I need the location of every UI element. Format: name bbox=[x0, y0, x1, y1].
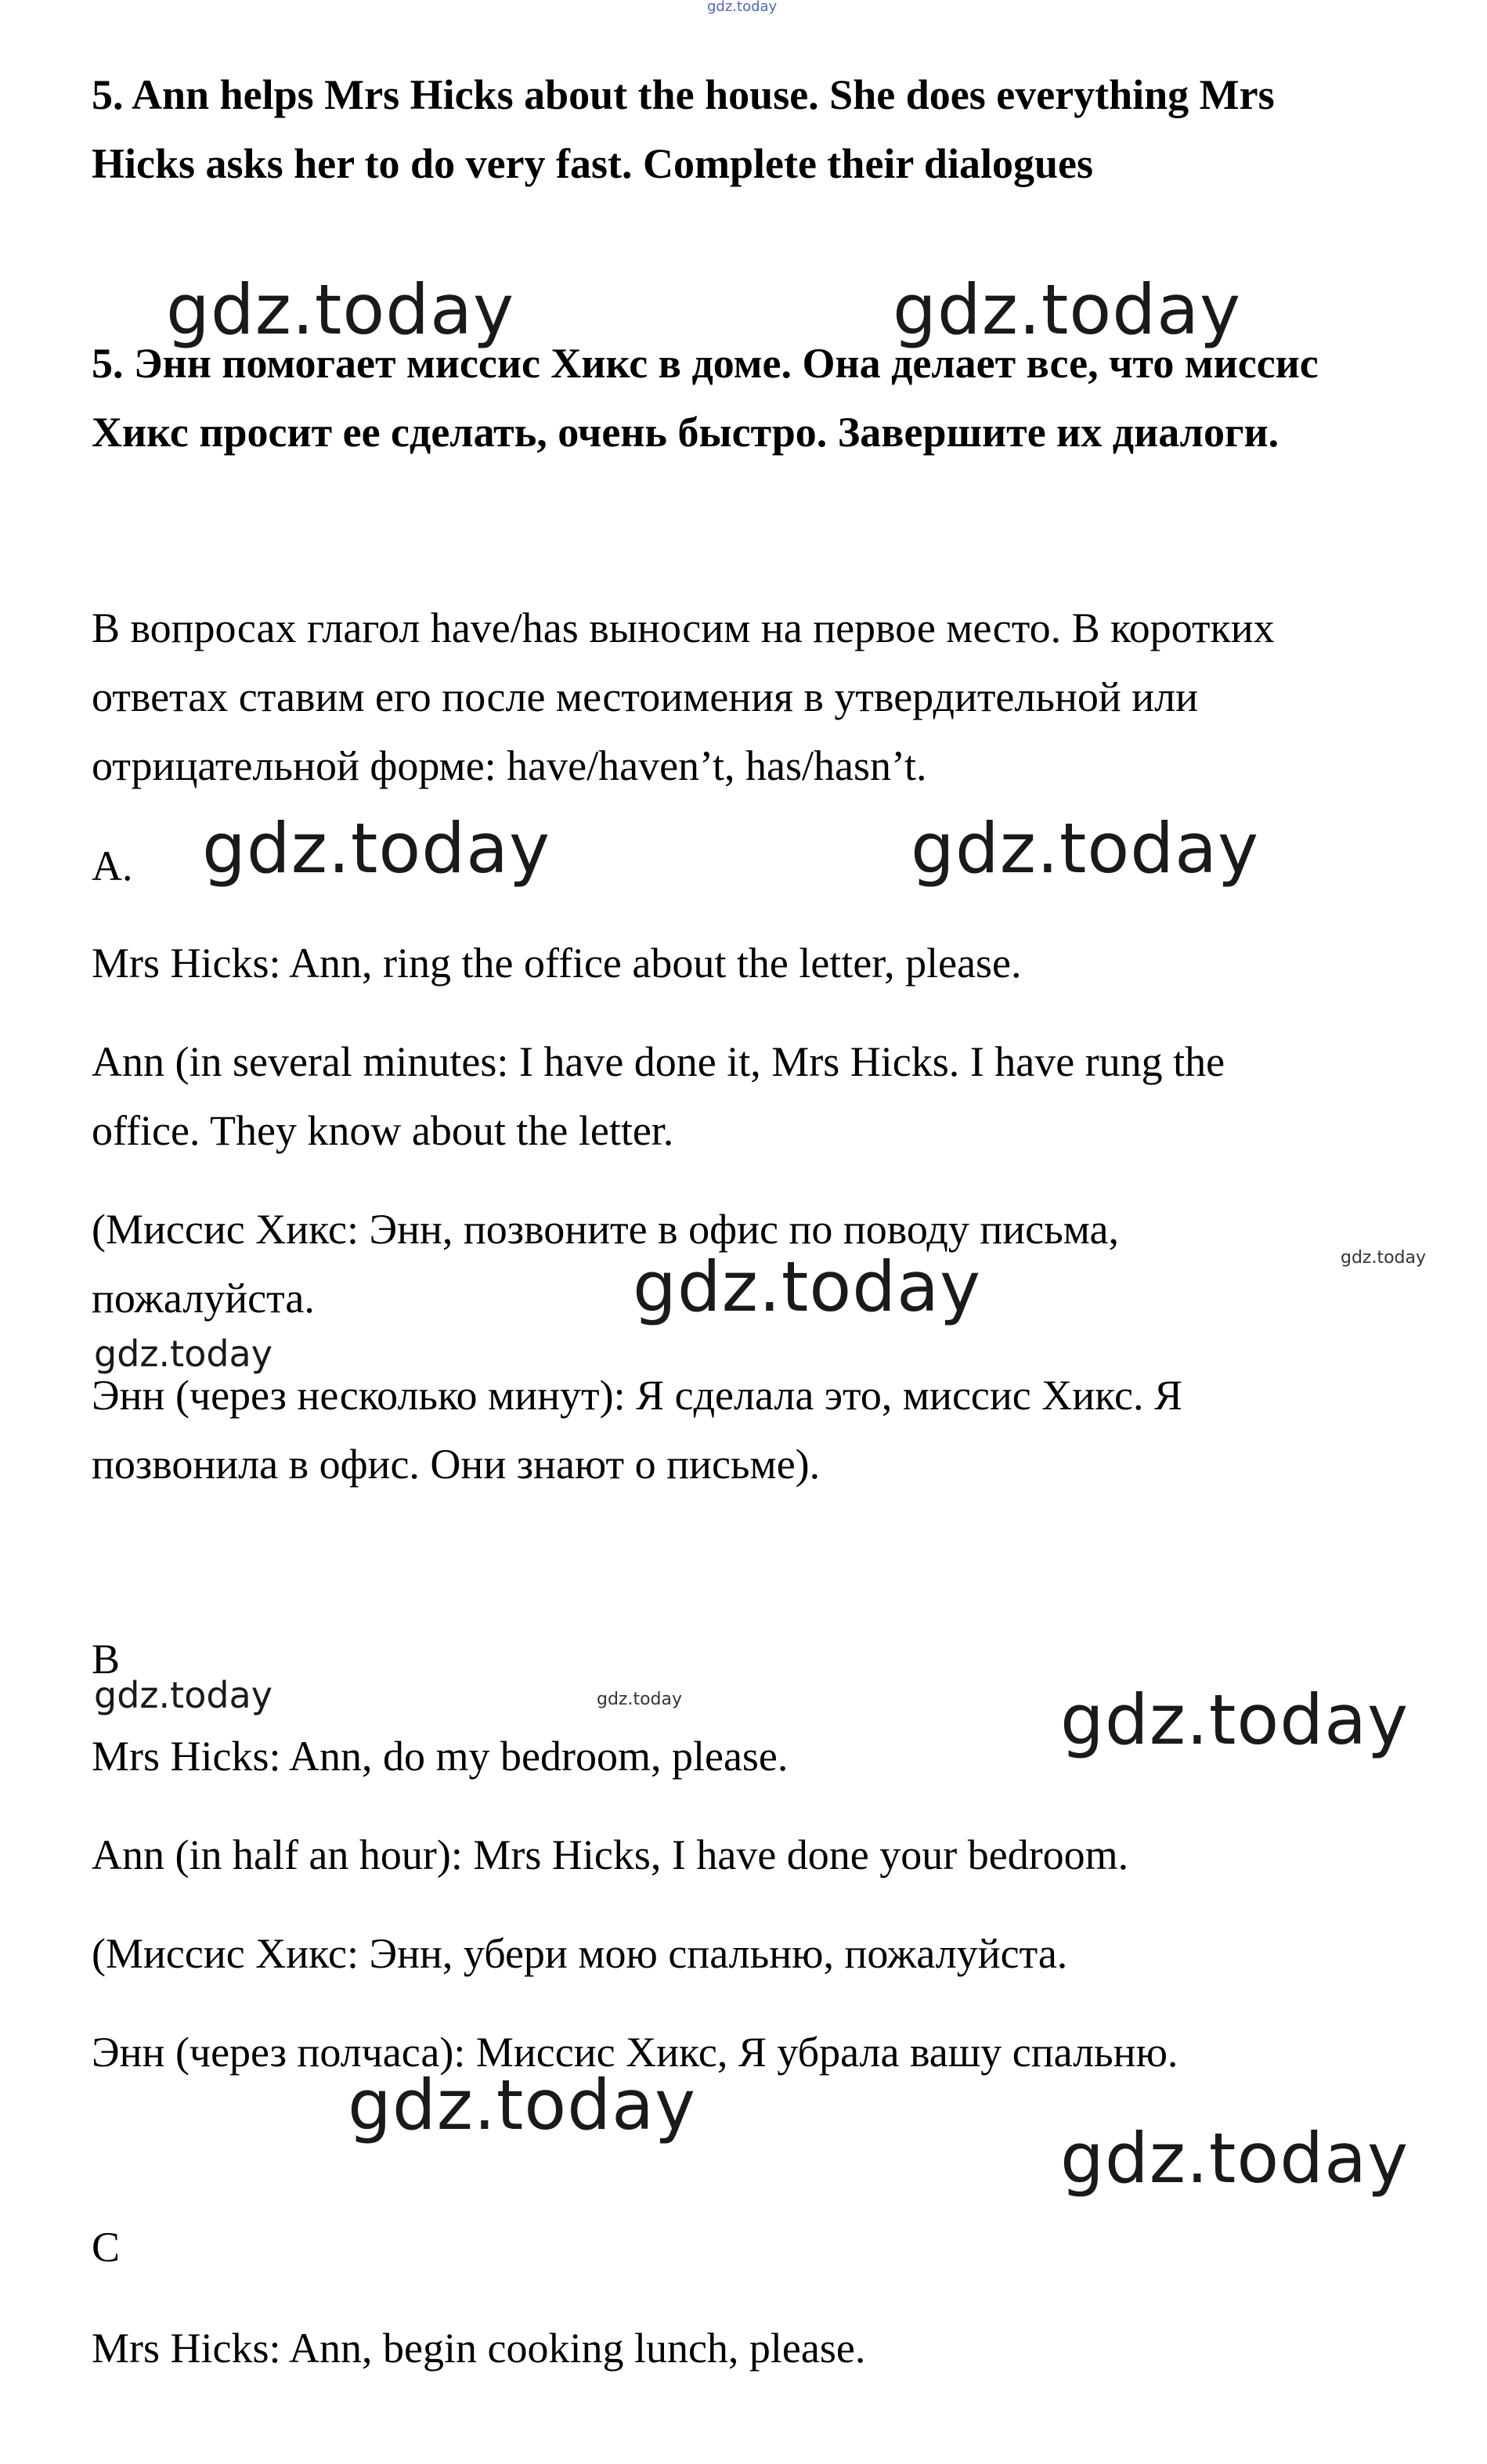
section-b-line-1: Mrs Hicks: Ann, do my bedroom, please. bbox=[92, 1733, 789, 1780]
section-b-label: B bbox=[92, 1636, 121, 1683]
watermark: gdz.today bbox=[202, 808, 551, 889]
section-a-translation-2a: Энн (через несколько минут): Я сделала это, миссис Хикс. Я bbox=[92, 1372, 1183, 1419]
watermark: gdz.today bbox=[166, 269, 515, 350]
watermark: gdz.today bbox=[1060, 1679, 1409, 1760]
section-a-line-2a: Ann (in several minutes: I have done it, Mrs Hicks. I have rung the bbox=[92, 1038, 1225, 1085]
watermark: gdz.today bbox=[597, 1690, 683, 1709]
section-a-label: A. bbox=[92, 842, 133, 889]
section-a-translation-1b: пожалуйста. bbox=[92, 1275, 315, 1322]
watermark: gdz.today bbox=[633, 1246, 982, 1327]
task-title-en-line-2: Hicks asks her to do very fast. Complete their dialogues bbox=[92, 140, 1093, 187]
watermark: gdz.today bbox=[1060, 2118, 1409, 2199]
section-b-translation-2: Энн (через полчаса): Миссис Хикс, Я убрала вашу спальню. bbox=[92, 2029, 1178, 2076]
section-a-line-2b: office. They know about the letter. bbox=[92, 1107, 674, 1154]
section-b-line-2: Ann (in half an hour): Mrs Hicks, I have done your bedroom. bbox=[92, 1831, 1129, 1878]
section-a-line-1: Mrs Hicks: Ann, ring the office about the letter, please. bbox=[92, 940, 1022, 987]
header-watermark: gdz.today bbox=[707, 0, 778, 15]
watermark: gdz.today bbox=[911, 808, 1260, 889]
section-b-translation-1: (Миссис Хикс: Энн, убери мою спальню, пожалуйста. bbox=[92, 1930, 1068, 1977]
watermark: gdz.today bbox=[94, 1674, 272, 1716]
task-title-ru-line-1: 5. Энн помогает миссис Хикс в доме. Она делает все, что миссис bbox=[92, 340, 1319, 387]
watermark: gdz.today bbox=[94, 1333, 272, 1375]
task-title-ru-line-2: Хикс просит ее сделать, очень быстро. Завершите их диалоги. bbox=[92, 409, 1279, 456]
explanation-line-2: ответах ставим его после местоимения в утвердительной или bbox=[92, 673, 1199, 720]
section-a-translation-1a: (Миссис Хикс: Энн, позвоните в офис по поводу письма, bbox=[92, 1206, 1119, 1253]
section-c-line-1: Mrs Hicks: Ann, begin cooking lunch, please. bbox=[92, 2325, 866, 2372]
explanation-line-1: В вопросах глагол have/has выносим на первое место. В коротких bbox=[92, 604, 1275, 651]
task-title-en-line-1: 5. Ann helps Mrs Hicks about the house. She does everything Mrs bbox=[92, 71, 1275, 118]
section-a-translation-2b: позвонила в офис. Они знают о письме). bbox=[92, 1441, 821, 1488]
watermark: gdz.today bbox=[893, 269, 1242, 350]
explanation-line-3: отрицательной форме: have/haven’t, has/hasn’t. bbox=[92, 742, 927, 789]
watermark: gdz.today bbox=[348, 2065, 697, 2145]
section-c-label: C bbox=[92, 2224, 121, 2271]
watermark: gdz.today bbox=[1341, 1248, 1427, 1268]
